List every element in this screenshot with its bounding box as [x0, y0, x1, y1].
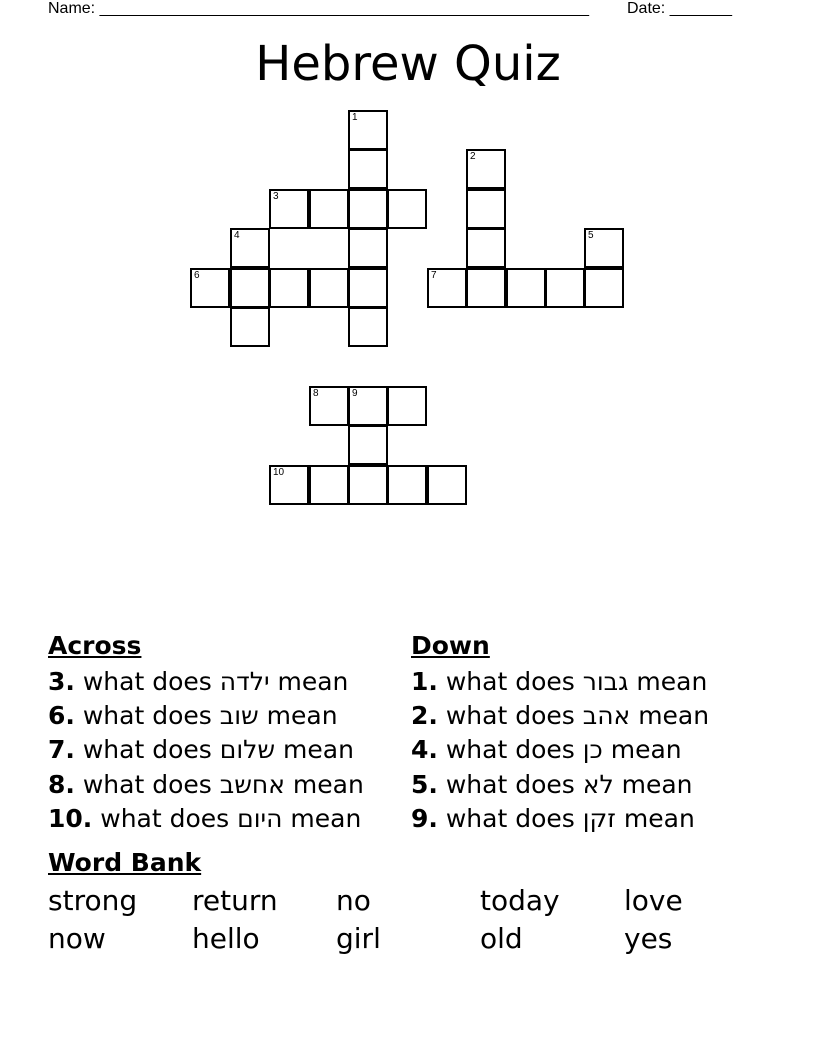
grid-cell[interactable]: [466, 189, 506, 229]
clue-text: what does אחשב mean: [82, 770, 364, 799]
grid-cell[interactable]: [348, 307, 388, 347]
clue-number: 2.: [411, 701, 438, 730]
clue-number: 1.: [411, 667, 438, 696]
grid-cell[interactable]: [230, 307, 270, 347]
grid-cell[interactable]: [466, 228, 506, 268]
word-bank-heading: Word Bank: [48, 848, 202, 877]
across-clue: [48, 735, 354, 765]
grid-cell[interactable]: [348, 228, 388, 268]
clue-number-label: 10: [273, 467, 285, 478]
word-bank-item: hello: [192, 922, 260, 955]
word-bank-item: return: [192, 884, 278, 917]
down-clue: [411, 804, 695, 834]
word-bank-item: today: [480, 884, 560, 917]
down-clue: [411, 701, 709, 731]
grid-cell[interactable]: [584, 268, 624, 308]
clue-text: what does היום mean: [100, 804, 362, 833]
grid-cell[interactable]: [348, 386, 388, 426]
grid-cell[interactable]: [309, 268, 349, 308]
across-clue: [48, 667, 348, 697]
grid-cell[interactable]: [427, 268, 467, 308]
clue-number-label: 8: [313, 388, 319, 399]
grid-cell[interactable]: [269, 189, 309, 229]
clue-number-label: 2: [470, 151, 476, 162]
clue-text: what does שוב mean: [82, 701, 338, 730]
clue-number-label: 5: [588, 230, 594, 241]
clue-text: what does ילדה mean: [82, 667, 349, 696]
grid-cell[interactable]: [309, 189, 349, 229]
clue-number-label: 3: [273, 191, 279, 202]
grid-cell[interactable]: [269, 465, 309, 505]
clue-number-label: 9: [352, 388, 358, 399]
grid-cell[interactable]: [387, 386, 427, 426]
across-heading: Across: [48, 631, 142, 660]
word-bank-item: old: [480, 922, 523, 955]
grid-cell[interactable]: [427, 465, 467, 505]
word-bank-item: girl: [336, 922, 381, 955]
clue-text: what does שלום mean: [82, 735, 354, 764]
grid-cell[interactable]: [387, 189, 427, 229]
down-clue: [411, 667, 707, 697]
grid-cell[interactable]: [506, 268, 546, 308]
across-clue: [48, 701, 338, 731]
grid-cell[interactable]: [269, 268, 309, 308]
clue-number: 7.: [48, 735, 75, 764]
clue-text: what does זקן mean: [445, 804, 695, 833]
word-bank-item: love: [624, 884, 683, 917]
word-bank-item: yes: [624, 922, 673, 955]
grid-cell[interactable]: [348, 149, 388, 189]
clue-number: 3.: [48, 667, 75, 696]
name-field-label: Name: _______________________________________________________: [48, 0, 589, 17]
grid-cell[interactable]: [309, 465, 349, 505]
grid-cell[interactable]: [230, 228, 270, 268]
clue-text: what does כן mean: [445, 735, 682, 764]
date-field-label: Date: _______: [627, 0, 732, 17]
grid-cell[interactable]: [466, 268, 506, 308]
across-clue: [48, 804, 361, 834]
grid-cell[interactable]: [348, 110, 388, 150]
word-bank-item: now: [48, 922, 106, 955]
grid-cell[interactable]: [348, 465, 388, 505]
word-bank-item: no: [336, 884, 371, 917]
grid-cell[interactable]: [348, 189, 388, 229]
grid-cell[interactable]: [348, 268, 388, 308]
clue-text: what does לא mean: [445, 770, 693, 799]
clue-number-label: 1: [352, 112, 358, 123]
clue-text: what does אהב mean: [445, 701, 710, 730]
clue-number-label: 4: [234, 230, 240, 241]
down-heading: Down: [411, 631, 490, 660]
clue-number-label: 6: [194, 270, 200, 281]
down-clue: [411, 735, 682, 765]
clue-number: 5.: [411, 770, 438, 799]
clue-text: what does גבור mean: [445, 667, 708, 696]
down-clue: [411, 770, 693, 800]
grid-cell[interactable]: [584, 228, 624, 268]
clue-number: 8.: [48, 770, 75, 799]
grid-cell[interactable]: [348, 425, 388, 465]
clue-number: 6.: [48, 701, 75, 730]
grid-cell[interactable]: [466, 149, 506, 189]
across-clue: [48, 770, 364, 800]
clue-number: 9.: [411, 804, 438, 833]
grid-cell[interactable]: [190, 268, 230, 308]
clue-number-label: 7: [431, 270, 437, 281]
grid-cell[interactable]: [309, 386, 349, 426]
grid-cell[interactable]: [230, 268, 270, 308]
page-title: Hebrew Quiz: [255, 36, 561, 92]
word-bank-item: strong: [48, 884, 138, 917]
clue-number: 4.: [411, 735, 438, 764]
clue-number: 10.: [48, 804, 93, 833]
grid-cell[interactable]: [387, 465, 427, 505]
grid-cell[interactable]: [545, 268, 585, 308]
